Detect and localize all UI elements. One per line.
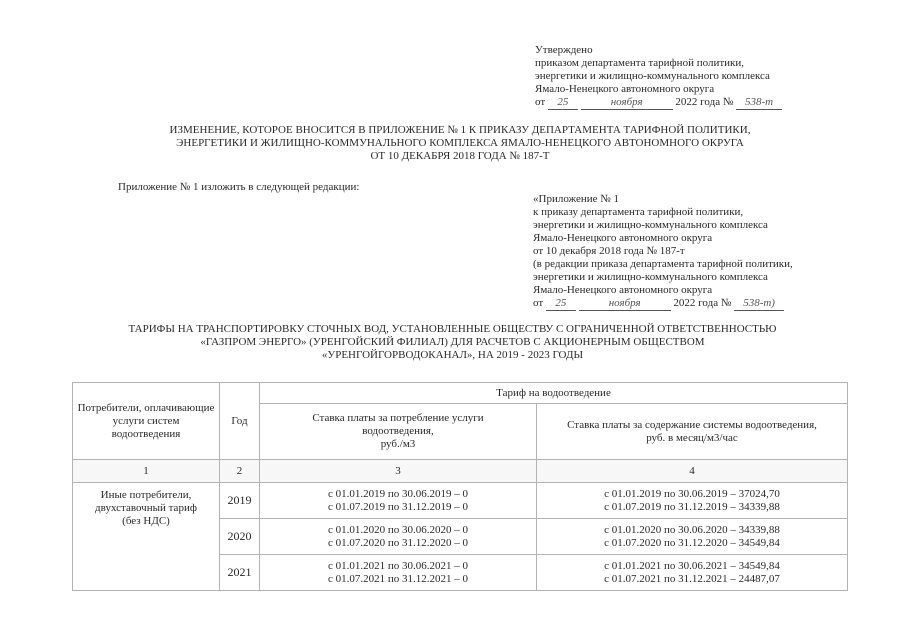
appendix-line: «Приложение № 1 xyxy=(533,193,620,205)
column-number: 2 xyxy=(220,460,260,483)
approval-date-rest: 2022 года № xyxy=(675,96,734,108)
header-consumers: Потребители, оплачивающие услуги систем водоотведения xyxy=(73,383,220,460)
appendix-line: Ямало-Ненецкого автономного округа xyxy=(533,284,713,296)
rate-line: с 01.07.2019 по 31.12.2019 – 0 xyxy=(327,500,469,513)
approval-date-prefix: от xyxy=(535,96,546,108)
header-col4-line: руб. в месяц/м3/час xyxy=(646,431,738,444)
maintenance-rate-cell xyxy=(537,519,848,555)
year-cell: 2020 xyxy=(220,519,260,555)
approval-date-line xyxy=(535,96,782,110)
header-col4-line: Ставка платы за содержание системы водоотведения, xyxy=(567,418,817,431)
appendix-date-month: ноября xyxy=(579,297,671,311)
change-title-line: ЭНЕРГЕТИКИ И ЖИЛИЩНО-КОММУНАЛЬНОГО КОМПЛЕКСА ЯМАЛО-НЕНЕЦКОГО АВТОНОМНОГО ОКРУГА xyxy=(176,137,744,149)
header-col3-line: водоотведения, xyxy=(362,425,434,437)
rate-line: с 01.07.2019 по 31.12.2019 – 34339,88 xyxy=(604,500,780,513)
rate-line: с 01.07.2021 по 31.12.2021 – 24487,07 xyxy=(604,572,780,585)
tariff-title-line: «ГАЗПРОМ ЭНЕРГО» (УРЕНГОЙСКИЙ ФИЛИАЛ) ДЛЯ РАСЧЕТОВ С АКЦИОНЕРНЫМ ОБЩЕСТВОМ xyxy=(200,336,705,348)
approval-order-number: 538-т xyxy=(736,96,782,110)
appendix-date-prefix: от xyxy=(533,297,544,309)
header-col3-line: руб./м3 xyxy=(380,438,416,450)
rate-line: с 01.01.2020 по 30.06.2020 – 0 xyxy=(327,523,469,536)
rate-line: с 01.01.2019 по 30.06.2019 – 0 xyxy=(327,487,469,500)
change-title-line: ИЗМЕНЕНИЕ, КОТОРОЕ ВНОСИТСЯ В ПРИЛОЖЕНИЕ № 1 К ПРИКАЗУ ДЕПАРТАМЕНТА ТАРИФНОЙ ПОЛИТИКИ, xyxy=(169,124,751,136)
intro-text: Приложение № 1 изложить в следующей редакции: xyxy=(118,181,360,193)
appendix-line: к приказу департамента тарифной политики, xyxy=(533,206,744,218)
column-number: 1 xyxy=(73,460,220,483)
year-cell: 2019 xyxy=(220,483,260,519)
header-col3-line: Ставка платы за потребление услуги xyxy=(312,412,484,424)
column-number: 3 xyxy=(260,460,537,483)
maintenance-rate-cell xyxy=(537,483,848,519)
tariff-title-line: ТАРИФЫ НА ТРАНСПОРТИРОВКУ СТОЧНЫХ ВОД, УСТАНОВЛЕННЫЕ ОБЩЕСТВУ С ОГРАНИЧЕННОЙ ОТВЕТСТВЕННОСТЬЮ xyxy=(128,323,777,335)
column-number: 4 xyxy=(537,460,848,483)
appendix-line: Ямало-Ненецкого автономного округа xyxy=(533,232,713,244)
consumer-group-line: (без НДС) xyxy=(122,515,170,527)
header-col4 xyxy=(537,404,848,460)
column-number-row xyxy=(73,460,848,483)
table-header-row xyxy=(73,383,848,404)
table-row xyxy=(73,483,848,519)
appendix-order-number: 538-т) xyxy=(734,297,784,311)
approval-line: Утверждено xyxy=(535,44,593,56)
rate-line: с 01.07.2020 по 31.12.2020 – 34549,84 xyxy=(604,536,780,549)
year-cell: 2021 xyxy=(220,555,260,591)
approval-date-month: ноября xyxy=(581,96,673,110)
approval-block xyxy=(535,44,782,110)
appendix-line: энергетики и жилищно-коммунального комплекса xyxy=(533,271,768,283)
appendix-block xyxy=(533,193,793,311)
approval-line: энергетики и жилищно-коммунального комплекса xyxy=(535,70,770,82)
approval-line: Ямало-Ненецкого автономного округа xyxy=(535,83,715,95)
consumption-rate-cell xyxy=(260,483,537,519)
appendix-date-rest: 2022 года № xyxy=(673,297,732,309)
tariff-title-line: «УРЕНГОЙГОРВОДОКАНАЛ», НА 2019 - 2023 ГОДЫ xyxy=(321,349,584,361)
rate-line: с 01.01.2021 по 30.06.2021 – 0 xyxy=(327,559,469,572)
appendix-line: энергетики и жилищно-коммунального комплекса xyxy=(533,219,768,231)
change-title-line: ОТ 10 ДЕКАБРЯ 2018 ГОДА № 187-Т xyxy=(370,150,550,162)
rate-line: с 01.01.2021 по 30.06.2021 – 34549,84 xyxy=(604,559,780,572)
appendix-line: (в редакции приказа департамента тарифной политики, xyxy=(533,258,793,270)
tariff-table xyxy=(72,382,848,591)
header-year: Год xyxy=(220,383,260,460)
header-col3 xyxy=(260,404,537,460)
rate-line: с 01.07.2020 по 31.12.2020 – 0 xyxy=(327,536,469,549)
rate-line: с 01.01.2020 по 30.06.2020 – 34339,88 xyxy=(604,523,780,536)
rate-line: с 01.01.2019 по 30.06.2019 – 37024,70 xyxy=(604,487,780,500)
rate-line: с 01.07.2021 по 31.12.2021 – 0 xyxy=(327,572,469,585)
consumption-rate-cell xyxy=(260,519,537,555)
appendix-date-line xyxy=(533,297,793,311)
consumption-rate-cell xyxy=(260,555,537,591)
maintenance-rate-cell xyxy=(537,555,848,591)
appendix-date-day: 25 xyxy=(546,297,576,311)
consumer-group-line: Иные потребители, xyxy=(100,489,192,501)
tariff-title xyxy=(15,323,890,362)
consumer-group xyxy=(73,483,220,591)
change-title xyxy=(100,124,820,163)
approval-date-day: 25 xyxy=(548,96,578,110)
appendix-line: от 10 декабря 2018 года № 187-т xyxy=(533,245,685,257)
consumer-group-line: двухставочный тариф xyxy=(95,502,197,514)
header-tariff-group: Тариф на водоотведение xyxy=(260,383,848,404)
approval-line: приказом департамента тарифной политики, xyxy=(535,57,744,69)
